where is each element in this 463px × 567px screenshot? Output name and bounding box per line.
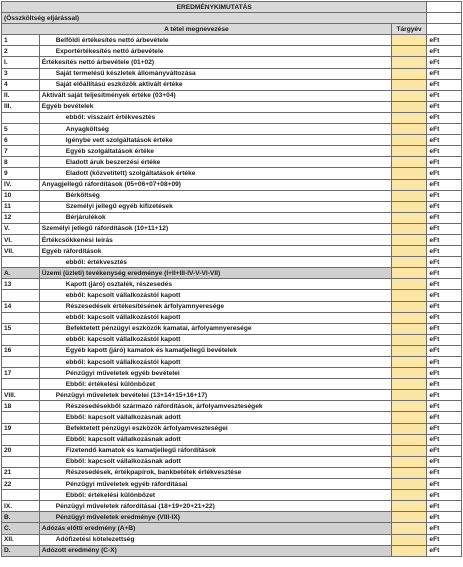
unit-label: eFt xyxy=(427,68,462,79)
row-label: Egyéb bevételek xyxy=(39,101,391,112)
row-label: Pénzügyi műveletek egyéb bevételei xyxy=(39,368,391,379)
year-value-cell[interactable] xyxy=(391,68,427,79)
year-value-cell[interactable] xyxy=(391,379,427,390)
year-value-cell[interactable] xyxy=(391,501,427,512)
year-value-cell[interactable] xyxy=(391,534,427,545)
unit-label: eFt xyxy=(427,323,462,334)
row-number xyxy=(2,357,40,368)
row-number: 22 xyxy=(2,479,40,490)
row-label: Részesedések értékesítésének árfolyamnyeresége xyxy=(39,301,391,312)
row-label: Ebből: értékelési különbözet xyxy=(39,490,391,501)
table-row xyxy=(2,523,462,534)
row-label: ebből: kapcsolt vállalkozástól kapott xyxy=(39,334,391,345)
row-label: Ebből: értékelési különbözet xyxy=(39,379,391,390)
row-label: Eladott áruk beszerzési értéke xyxy=(39,157,391,168)
table-row xyxy=(2,234,462,245)
unit-label: eFt xyxy=(427,79,462,90)
row-label: ebből: értékvesztés xyxy=(39,257,391,268)
row-label: ebből: kapcsolt vállalkozástól kapott xyxy=(39,312,391,323)
year-value-cell[interactable] xyxy=(391,390,427,401)
unit-label: eFt xyxy=(427,234,462,245)
unit-label: eFt xyxy=(427,379,462,390)
table-row xyxy=(2,345,462,356)
year-value-cell[interactable] xyxy=(391,223,427,234)
year-value-cell[interactable] xyxy=(391,334,427,345)
row-label: Kapott (járó) osztalék, részesedés xyxy=(39,279,391,290)
unit-label: eFt xyxy=(427,301,462,312)
unit-label: eFt xyxy=(427,357,462,368)
year-value-cell[interactable] xyxy=(391,545,427,556)
row-label: Befektetett pénzügyi eszközök kamatai, árfolyamnyeresége xyxy=(39,323,391,334)
row-number: B. xyxy=(2,512,40,523)
row-number: III. xyxy=(2,101,40,112)
year-value-cell[interactable] xyxy=(391,279,427,290)
unit-label: eFt xyxy=(427,512,462,523)
year-value-cell[interactable] xyxy=(391,112,427,123)
year-value-cell[interactable] xyxy=(391,312,427,323)
table-row xyxy=(2,312,462,323)
unit-label: eFt xyxy=(427,135,462,146)
table-row xyxy=(2,168,462,179)
row-label: Saját előállítású eszközök aktivált értéke xyxy=(39,79,391,90)
year-value-cell[interactable] xyxy=(391,101,427,112)
row-number xyxy=(2,490,40,501)
year-value-cell[interactable] xyxy=(391,124,427,135)
row-number xyxy=(2,379,40,390)
row-number: II. xyxy=(2,90,40,101)
table-row xyxy=(2,490,462,501)
row-label: Exportértékesítés nettó árbevétele xyxy=(39,46,391,57)
unit-label: eFt xyxy=(427,179,462,190)
row-number: 6 xyxy=(2,135,40,146)
column-header-unit-spacer xyxy=(427,24,462,35)
table-row xyxy=(2,534,462,545)
unit-label: eFt xyxy=(427,279,462,290)
row-label: ebből: visszaírt értékvesztés xyxy=(39,112,391,123)
unit-label: eFt xyxy=(427,223,462,234)
row-label: Egyéb szolgáltatások értéke xyxy=(39,146,391,157)
row-number: 13 xyxy=(2,279,40,290)
column-header-row xyxy=(2,24,462,35)
table-row xyxy=(2,445,462,456)
table-row xyxy=(2,257,462,268)
subtitle-row xyxy=(2,13,462,24)
table-row xyxy=(2,512,462,523)
unit-label: eFt xyxy=(427,401,462,412)
table-row xyxy=(2,268,462,279)
row-label: Egyéb kapott (járó) kamatok és kamatjellegű bevételek xyxy=(39,345,391,356)
table-row xyxy=(2,146,462,157)
row-number xyxy=(2,312,40,323)
row-label: Belföldi értékesítés nettó árbevétele xyxy=(39,35,391,46)
row-label: Fizetendő kamatok és kamatjellegű ráfordítások xyxy=(39,445,391,456)
table-row xyxy=(2,357,462,368)
table-row xyxy=(2,501,462,512)
column-header-name: A tétel megnevezése xyxy=(2,24,392,35)
year-value-cell[interactable] xyxy=(391,257,427,268)
row-label: Értékesítés nettó árbevétele (01+02) xyxy=(39,57,391,68)
statement-title: EREDMÉNYKIMUTATÁS xyxy=(2,2,427,13)
year-value-cell[interactable] xyxy=(391,57,427,68)
unit-label: eFt xyxy=(427,334,462,345)
unit-label: eFt xyxy=(427,57,462,68)
unit-label: eFt xyxy=(427,146,462,157)
row-number: V. xyxy=(2,223,40,234)
year-value-cell[interactable] xyxy=(391,46,427,57)
year-value-cell[interactable] xyxy=(391,357,427,368)
unit-label: eFt xyxy=(427,523,462,534)
unit-label: eFt xyxy=(427,412,462,423)
row-number xyxy=(2,412,40,423)
table-row xyxy=(2,479,462,490)
row-number xyxy=(2,434,40,445)
table-row xyxy=(2,223,462,234)
subtitle-unit-spacer xyxy=(427,13,462,24)
unit-label: eFt xyxy=(427,467,462,478)
row-number: 12 xyxy=(2,212,40,223)
row-number: 10 xyxy=(2,190,40,201)
row-label: Befektetett pénzügyi eszközök árfolyamveszteségei xyxy=(39,423,391,434)
row-number: 17 xyxy=(2,368,40,379)
row-number: IV. xyxy=(2,179,40,190)
table-row xyxy=(2,212,462,223)
table-row xyxy=(2,35,462,46)
row-number xyxy=(2,290,40,301)
row-label: Üzemi (üzleti) tevékenység eredménye (I+II+III-IV-V-VI-VII) xyxy=(39,268,391,279)
table-row xyxy=(2,79,462,90)
year-value-cell[interactable] xyxy=(391,401,427,412)
row-label: Eladott (közvetített) szolgáltatások értéke xyxy=(39,168,391,179)
year-value-cell[interactable] xyxy=(391,345,427,356)
table-row xyxy=(2,124,462,135)
table-row xyxy=(2,423,462,434)
row-label: Ebből: kapcsolt vállalkozásnak adott xyxy=(39,434,391,445)
table-row xyxy=(2,467,462,478)
row-number: 11 xyxy=(2,201,40,212)
row-number: 21 xyxy=(2,467,40,478)
row-number: 9 xyxy=(2,168,40,179)
unit-label: eFt xyxy=(427,46,462,57)
table-row xyxy=(2,46,462,57)
title-row xyxy=(2,2,462,13)
table-row xyxy=(2,290,462,301)
table-row xyxy=(2,334,462,345)
row-label: Pénzügyi műveletek egyéb ráfordításai xyxy=(39,479,391,490)
row-label: Adózás előtti eredmény (A+B) xyxy=(39,523,391,534)
year-value-cell[interactable] xyxy=(391,190,427,201)
year-value-cell[interactable] xyxy=(391,35,427,46)
table-row xyxy=(2,112,462,123)
row-label: Személyi jellegű ráfordítások (10+11+12) xyxy=(39,223,391,234)
table-row xyxy=(2,179,462,190)
unit-label: eFt xyxy=(427,90,462,101)
table-row xyxy=(2,246,462,257)
unit-label: eFt xyxy=(427,345,462,356)
table-row xyxy=(2,456,462,467)
row-label: Ebből: kapcsolt vállalkozásnak adott xyxy=(39,412,391,423)
table-row xyxy=(2,57,462,68)
row-label: Egyéb ráfordítások xyxy=(39,246,391,257)
row-number: C. xyxy=(2,523,40,534)
table-row xyxy=(2,412,462,423)
year-value-cell[interactable] xyxy=(391,179,427,190)
row-label: Igénybe vett szolgáltatások értéke xyxy=(39,135,391,146)
row-label: ebből: kapcsolt vállalkozástól kapott xyxy=(39,290,391,301)
table-row xyxy=(2,401,462,412)
year-value-cell[interactable] xyxy=(391,445,427,456)
unit-label: eFt xyxy=(427,168,462,179)
unit-label: eFt xyxy=(427,445,462,456)
row-number xyxy=(2,112,40,123)
unit-label: eFt xyxy=(427,112,462,123)
year-value-cell[interactable] xyxy=(391,79,427,90)
row-label: Pénzügyi műveletek ráfordításai (18+19+20+21+22) xyxy=(39,501,391,512)
year-value-cell[interactable] xyxy=(391,201,427,212)
row-label: Értékcsökkenési leírás xyxy=(39,234,391,245)
year-value-cell[interactable] xyxy=(391,479,427,490)
row-label: Pénzügyi műveletek bevételei (13+14+15+16+17) xyxy=(39,390,391,401)
year-value-cell[interactable] xyxy=(391,412,427,423)
row-number: VII. xyxy=(2,246,40,257)
year-value-cell[interactable] xyxy=(391,512,427,523)
row-label: Pénzügyi műveletek eredménye (VIII-IX) xyxy=(39,512,391,523)
row-number: 5 xyxy=(2,124,40,135)
year-value-cell[interactable] xyxy=(391,423,427,434)
table-row xyxy=(2,90,462,101)
table-row xyxy=(2,68,462,79)
unit-label: eFt xyxy=(427,201,462,212)
row-number: VI. xyxy=(2,234,40,245)
row-number: 2 xyxy=(2,46,40,57)
unit-label: eFt xyxy=(427,190,462,201)
table-row xyxy=(2,323,462,334)
unit-label: eFt xyxy=(427,534,462,545)
year-value-cell[interactable] xyxy=(391,135,427,146)
row-number: 4 xyxy=(2,79,40,90)
year-value-cell[interactable] xyxy=(391,301,427,312)
row-number: 1 xyxy=(2,35,40,46)
unit-label: eFt xyxy=(427,257,462,268)
table-row xyxy=(2,434,462,445)
unit-label: eFt xyxy=(427,434,462,445)
row-number: 19 xyxy=(2,423,40,434)
unit-label: eFt xyxy=(427,456,462,467)
table-row xyxy=(2,135,462,146)
row-label: Aktivált saját teljesítmények értéke (03+04) xyxy=(39,90,391,101)
row-label: Saját termelésű készletek állományváltozása xyxy=(39,68,391,79)
row-label: Anyagjellegű ráfordítások (05+06+07+08+09) xyxy=(39,179,391,190)
row-label: Részesedésekből származó ráfordítások, árfolyamveszteségek xyxy=(39,401,391,412)
row-number: 14 xyxy=(2,301,40,312)
row-number: XII. xyxy=(2,534,40,545)
row-label: Részesedések, értékpapírok, bankbetétek értékvesztése xyxy=(39,467,391,478)
unit-label: eFt xyxy=(427,423,462,434)
year-value-cell[interactable] xyxy=(391,434,427,445)
table-row xyxy=(2,301,462,312)
unit-label: eFt xyxy=(427,501,462,512)
year-value-cell[interactable] xyxy=(391,246,427,257)
year-value-cell[interactable] xyxy=(391,368,427,379)
unit-label: eFt xyxy=(427,246,462,257)
unit-label: eFt xyxy=(427,157,462,168)
year-value-cell[interactable] xyxy=(391,157,427,168)
table-row xyxy=(2,545,462,556)
unit-label: eFt xyxy=(427,212,462,223)
income-statement-body xyxy=(2,2,462,557)
row-label: Adófizetési kötelezettség xyxy=(39,534,391,545)
row-number: I. xyxy=(2,57,40,68)
row-number: 16 xyxy=(2,345,40,356)
column-header-year: Tárgyév xyxy=(391,24,427,35)
unit-label: eFt xyxy=(427,479,462,490)
unit-label: eFt xyxy=(427,35,462,46)
table-row xyxy=(2,379,462,390)
unit-label: eFt xyxy=(427,268,462,279)
year-value-cell[interactable] xyxy=(391,146,427,157)
row-number: VIII. xyxy=(2,390,40,401)
row-label: Ebből: kapcsolt vállalkozásnak adott xyxy=(39,456,391,467)
title-unit-spacer xyxy=(427,2,462,13)
year-value-cell[interactable] xyxy=(391,268,427,279)
year-value-cell[interactable] xyxy=(391,490,427,501)
year-value-cell[interactable] xyxy=(391,212,427,223)
table-row xyxy=(2,201,462,212)
row-number xyxy=(2,456,40,467)
row-label: Anyagköltség xyxy=(39,124,391,135)
row-label: Bérjárulékok xyxy=(39,212,391,223)
year-value-cell[interactable] xyxy=(391,90,427,101)
unit-label: eFt xyxy=(427,490,462,501)
unit-label: eFt xyxy=(427,390,462,401)
table-row xyxy=(2,157,462,168)
row-label: Adózott eredmény (C-X) xyxy=(39,545,391,556)
row-number: 3 xyxy=(2,68,40,79)
unit-label: eFt xyxy=(427,124,462,135)
row-number: 18 xyxy=(2,401,40,412)
row-number xyxy=(2,334,40,345)
table-row xyxy=(2,279,462,290)
year-value-cell[interactable] xyxy=(391,467,427,478)
table-row xyxy=(2,368,462,379)
year-value-cell[interactable] xyxy=(391,456,427,467)
row-number: 8 xyxy=(2,157,40,168)
table-row xyxy=(2,190,462,201)
row-number: 20 xyxy=(2,445,40,456)
row-label: Személyi jellegű egyéb kifizetések xyxy=(39,201,391,212)
row-label: Bérköltség xyxy=(39,190,391,201)
row-number: D. xyxy=(2,545,40,556)
income-statement-table xyxy=(1,1,462,557)
row-label: ebből: kapcsolt vállalkozástól kapott xyxy=(39,357,391,368)
year-value-cell[interactable] xyxy=(391,323,427,334)
row-number: A. xyxy=(2,268,40,279)
unit-label: eFt xyxy=(427,368,462,379)
row-number: 7 xyxy=(2,146,40,157)
unit-label: eFt xyxy=(427,101,462,112)
year-value-cell[interactable] xyxy=(391,290,427,301)
unit-label: eFt xyxy=(427,312,462,323)
table-row xyxy=(2,390,462,401)
unit-label: eFt xyxy=(427,290,462,301)
year-value-cell[interactable] xyxy=(391,523,427,534)
unit-label: eFt xyxy=(427,545,462,556)
year-value-cell[interactable] xyxy=(391,234,427,245)
row-number: IX. xyxy=(2,501,40,512)
statement-subtitle: (Összköltség eljárással) xyxy=(2,13,427,24)
table-row xyxy=(2,101,462,112)
row-number xyxy=(2,257,40,268)
year-value-cell[interactable] xyxy=(391,168,427,179)
row-number: 15 xyxy=(2,323,40,334)
